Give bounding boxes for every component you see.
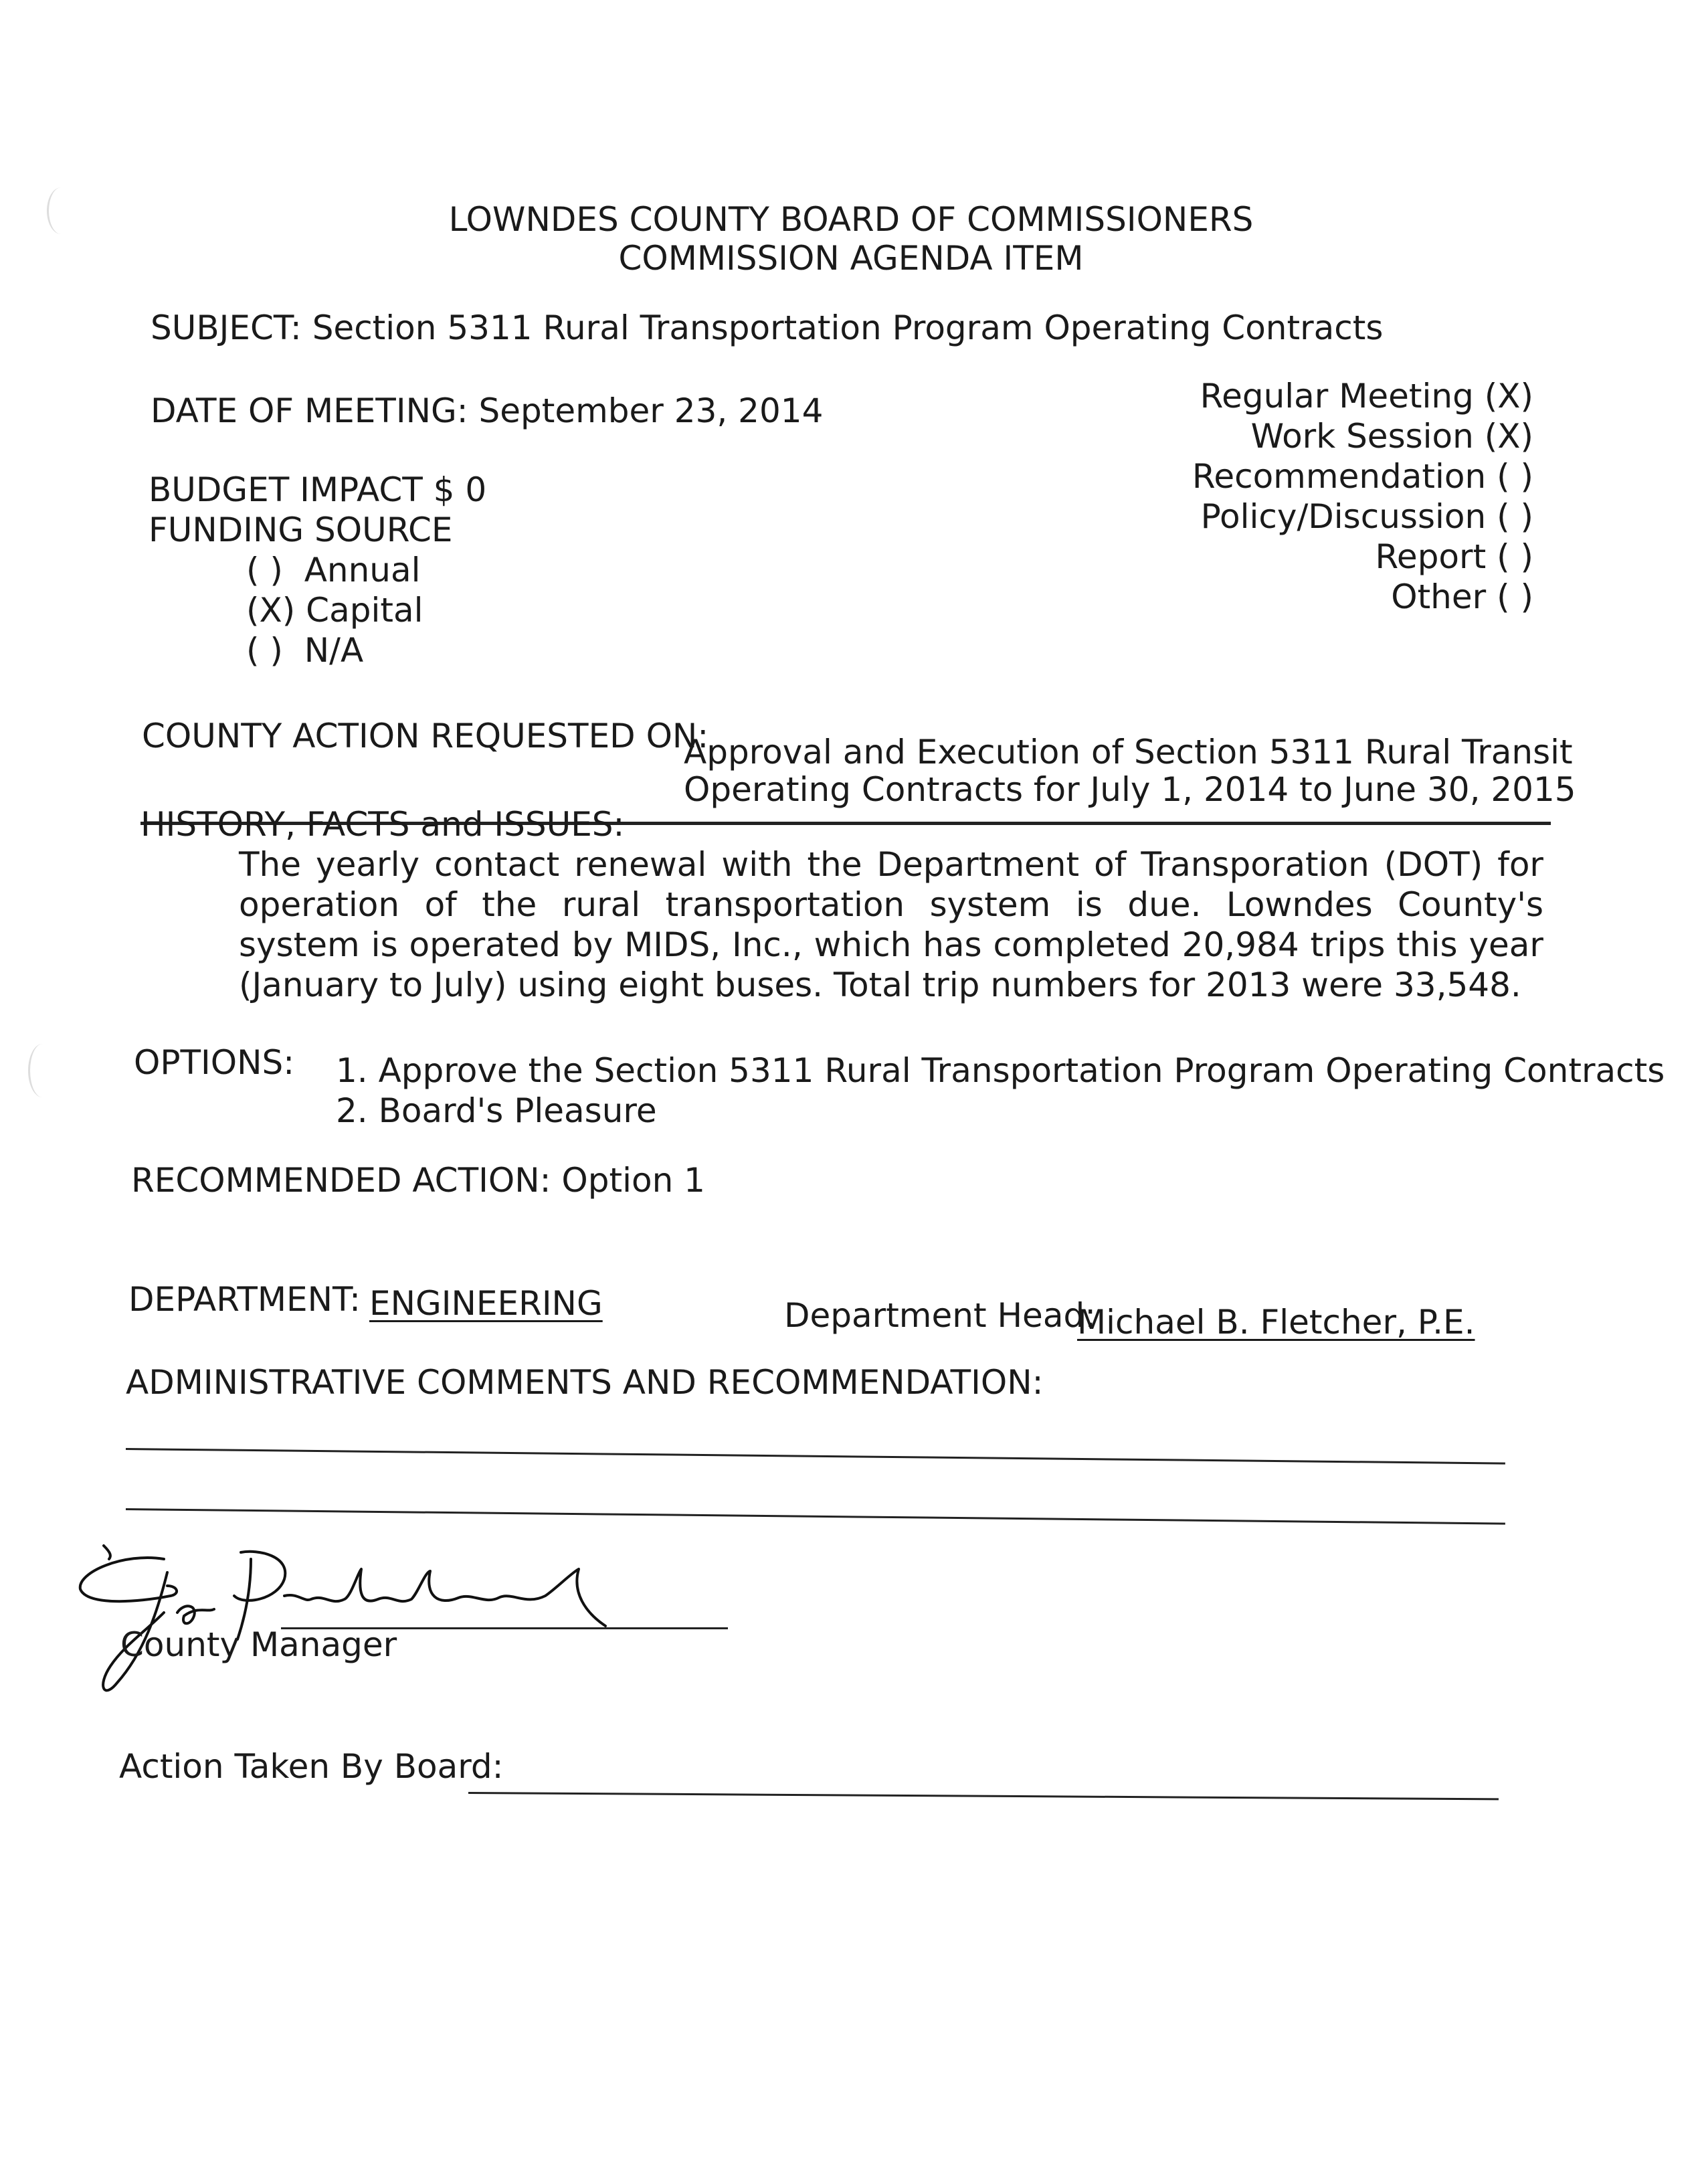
action-requested-line1: Approval and Execution of Section 5311 Rural Transit	[684, 733, 1573, 771]
board-action-line	[468, 1792, 1499, 1800]
meeting-date-label: DATE OF MEETING:	[151, 391, 468, 430]
funding-option-capital: (X) Capital	[246, 591, 423, 630]
board-action-label: Action Taken By Board:	[119, 1747, 504, 1786]
option-item-2: 2. Board's Pleasure	[336, 1091, 657, 1130]
meeting-type-regular: Regular Meeting (X)	[1200, 377, 1533, 416]
meeting-date-line	[151, 392, 823, 431]
funding-option-na: ( ) N/A	[246, 631, 364, 670]
option-item-1: 1. Approve the Section 5311 Rural Transportation Program Operating Contracts	[336, 1051, 1665, 1090]
action-requested-label: COUNTY ACTION REQUESTED ON:	[142, 717, 709, 755]
document-title: LOWNDES COUNTY BOARD OF COMMISSIONERS	[448, 200, 1254, 239]
department-head-label: Department Head:	[784, 1296, 1097, 1335]
admin-comments-label: ADMINISTRATIVE COMMENTS AND RECOMMENDATION:	[126, 1363, 1044, 1402]
budget-impact: BUDGET IMPACT $ 0	[149, 470, 487, 509]
admin-comment-line	[126, 1508, 1505, 1525]
department-label: DEPARTMENT:	[128, 1280, 361, 1319]
binder-hole-mark	[28, 1044, 57, 1097]
recommended-action-value: Option 1	[561, 1161, 705, 1200]
meeting-date-value: September 23, 2014	[478, 391, 824, 430]
funding-source-label: FUNDING SOURCE	[149, 511, 453, 549]
document-subtitle: COMMISSION AGENDA ITEM	[618, 239, 1084, 278]
recommended-action-label: RECOMMENDED ACTION:	[131, 1161, 551, 1200]
recommended-action-line	[131, 1162, 705, 1200]
history-label: HISTORY, FACTS and ISSUES:	[140, 805, 625, 844]
funding-option-annual: ( ) Annual	[246, 551, 421, 589]
county-manager-label: County Manager	[120, 1625, 397, 1664]
meeting-type-other: Other ( )	[1391, 577, 1533, 616]
meeting-type-policy: Policy/Discussion ( )	[1200, 497, 1533, 536]
subject-value: Section 5311 Rural Transportation Program Operating Contracts	[312, 308, 1384, 347]
subject-line	[151, 309, 1383, 348]
meeting-type-recommendation: Recommendation ( )	[1192, 457, 1533, 496]
meeting-type-report: Report ( )	[1375, 537, 1533, 576]
department-value: ENGINEERING	[369, 1284, 603, 1323]
action-requested-line2: Operating Contracts for July 1, 2014 to June 30, 2015	[684, 770, 1576, 809]
county-manager-signature	[64, 1532, 619, 1713]
admin-comment-line	[126, 1448, 1505, 1465]
subject-label: SUBJECT:	[151, 308, 302, 347]
options-label: OPTIONS:	[134, 1043, 295, 1082]
history-text: The yearly contact renewal with the Department of Transporation (DOT) for operation of the rural transportation system is due. Lowndes County's system is operated by MIDS, Inc., which has completed 20,984 trips this year (January to July) using eight buses. Total trip numbers for 2013 were 33,548.	[239, 845, 1543, 1004]
meeting-type-work-session: Work Session (X)	[1250, 417, 1533, 456]
department-head-value: Michael B. Fletcher, P.E.	[1077, 1303, 1475, 1342]
